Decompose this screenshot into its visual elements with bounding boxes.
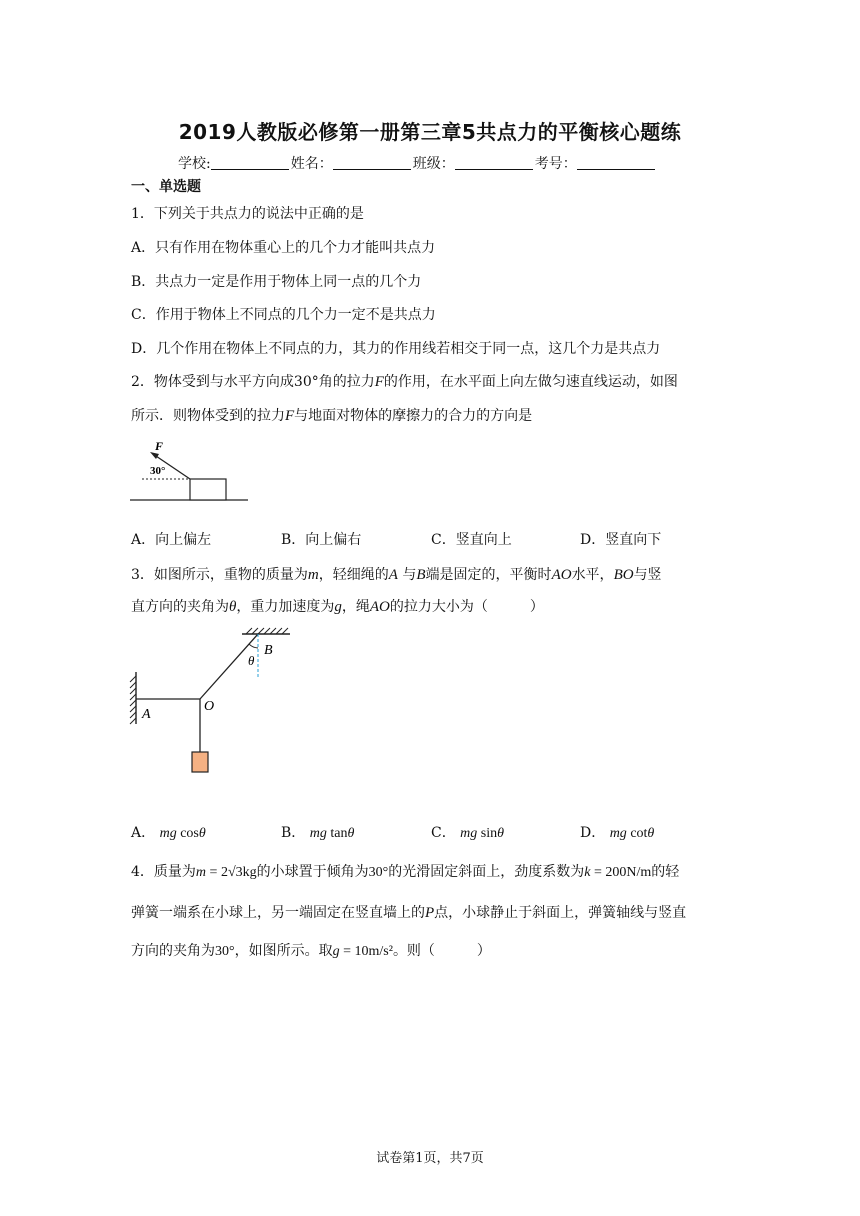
- q3-option-c: [431, 822, 504, 842]
- q3-var-theta: θ: [229, 599, 237, 615]
- q2-option-c: C．竖直向上: [431, 532, 512, 548]
- q4-var-g: g: [332, 944, 340, 959]
- label-b: B: [264, 643, 273, 658]
- q4-text: 的小球置于倾角为: [256, 864, 369, 880]
- angle-arc: [249, 644, 258, 648]
- weight: [192, 752, 208, 772]
- q3-option-b: [281, 822, 354, 842]
- q4-k-value: = 200N/m: [590, 865, 652, 880]
- q2-option-b: B．向上偏右: [281, 532, 362, 548]
- q2-option-a: A．向上偏左: [131, 532, 212, 548]
- wall-hatch: [130, 676, 136, 724]
- q3-var-m: m: [307, 567, 319, 583]
- block: [190, 479, 226, 500]
- option-letter: A．: [131, 825, 156, 841]
- q2-var-f: F: [374, 374, 384, 390]
- page-title: 2019人教版必修第一册第三章5共点力的平衡核心题练: [178, 120, 682, 144]
- class-label: 班级：: [412, 156, 455, 172]
- student-info: [178, 153, 657, 173]
- name-label: 姓名：: [290, 156, 333, 172]
- q4-text: ，如图所示。取: [234, 943, 333, 959]
- q4-text: 4．质量为: [131, 864, 196, 880]
- q4-angle: 30°: [215, 944, 235, 959]
- q3-text: ，轻细绳的: [318, 567, 389, 583]
- q3-text: ，绳: [341, 599, 370, 615]
- class-blank[interactable]: [455, 155, 533, 170]
- math-var: mg: [309, 826, 327, 841]
- q2-stem-line1: [131, 371, 678, 391]
- q3-option-a: [131, 822, 206, 842]
- label-o: O: [204, 699, 215, 714]
- force-label: F: [155, 439, 164, 453]
- q3-text: 与竖: [633, 567, 662, 583]
- q3-text: 与: [397, 567, 417, 583]
- angle-label: 30°: [150, 465, 166, 477]
- math-theta: θ: [647, 826, 655, 841]
- math-theta: θ: [347, 826, 355, 841]
- q4-stem-line3: [131, 940, 491, 960]
- q3-text: 3．如图所示，重物的质量为: [131, 567, 308, 583]
- math-theta: θ: [497, 826, 505, 841]
- q3-var-g: g: [334, 599, 342, 615]
- q3-var-ao: AO: [551, 567, 572, 583]
- q3-text: ，重力加速度为: [236, 599, 335, 615]
- q3-var-b: B: [416, 567, 426, 583]
- q2-text: 2．物体受到与水平方向成30°角的拉力: [131, 374, 375, 390]
- q4-text: 方向的夹角为: [131, 943, 215, 959]
- exam-no-blank[interactable]: [577, 155, 655, 170]
- q4-text: 的轻: [651, 864, 680, 880]
- math-func: cot: [630, 826, 648, 841]
- q4-text: 点，小球静止于斜面上，弹簧轴线与竖直: [434, 905, 687, 921]
- arrow-head: [150, 452, 159, 459]
- school-blank[interactable]: [211, 155, 289, 170]
- q3-var-bo: BO: [613, 567, 634, 583]
- q4-g-value: = 10m/s²: [339, 944, 393, 959]
- q4-mass-value: = 2√3kg: [206, 865, 257, 880]
- q1-option-b: B．共点力一定是作用于物体上同一点的几个力: [131, 274, 422, 290]
- q2-text: 与地面对物体的摩擦力的合力的方向是: [294, 408, 533, 424]
- q4-stem-line2: [131, 902, 686, 922]
- q2-option-d: D．竖直向下: [580, 532, 662, 548]
- q4-angle: 30°: [368, 865, 389, 880]
- page-footer: 试卷第1页，共7页: [376, 1151, 484, 1166]
- math-func: tan: [330, 826, 348, 841]
- q3-stem-line2: [131, 596, 544, 616]
- q3-option-d: [580, 822, 654, 842]
- q4-var-m: m: [195, 865, 207, 880]
- name-blank[interactable]: [333, 155, 411, 170]
- math-theta: θ: [198, 826, 206, 841]
- q3-text: 端是固定的，平衡时: [425, 567, 552, 583]
- q3-text: 的拉力大小为（ ）: [389, 599, 544, 615]
- q2-stem-line2: [131, 405, 532, 425]
- q2-var-f: F: [285, 408, 295, 424]
- q3-text: 直方向的夹角为: [131, 599, 229, 615]
- option-letter: C．: [431, 825, 456, 841]
- q2-text: 所示．则物体受到的拉力: [131, 408, 285, 424]
- q1-option-d: D．几个作用在物体上不同点的力，其力的作用线若相交于同一点，这几个力是共点力: [131, 341, 661, 357]
- section-title: 一、单选题: [131, 179, 201, 195]
- q3-stem-line1: [131, 564, 662, 584]
- q4-var-k: k: [584, 865, 591, 880]
- math-var: mg: [609, 826, 627, 841]
- q1-option-a: A．只有作用在物体重心上的几个力才能叫共点力: [131, 240, 436, 256]
- math-func: sin: [480, 826, 498, 841]
- q2-figure: [128, 436, 252, 502]
- q3-var-ao: AO: [369, 599, 390, 615]
- math-func: cos: [180, 826, 199, 841]
- q2-text: 的作用，在水平面上向左做匀速直线运动，如图: [383, 374, 678, 390]
- option-letter: D．: [580, 825, 606, 841]
- q4-text: 。则（ ）: [392, 943, 491, 959]
- q4-text: 的光滑固定斜面上，劲度系数为: [388, 864, 585, 880]
- ceiling-hatch: [246, 628, 288, 634]
- label-theta: θ: [248, 653, 255, 668]
- q1-option-c: C．作用于物体上不同点的几个力一定不是共点力: [131, 307, 436, 323]
- q1-stem: 1．下列关于共点力的说法中正确的是: [131, 206, 364, 222]
- label-a: A: [142, 707, 151, 722]
- q4-var-p: P: [425, 905, 435, 921]
- q3-figure: [122, 624, 302, 780]
- math-var: mg: [460, 826, 478, 841]
- exam-no-label: 考号：: [534, 156, 577, 172]
- option-letter: B．: [281, 825, 306, 841]
- q4-text: 弹簧一端系在小球上，另一端固定在竖直墙上的: [131, 905, 425, 921]
- q3-text: 水平，: [571, 567, 614, 583]
- math-var: mg: [159, 826, 177, 841]
- q3-var-a: A: [388, 567, 398, 583]
- school-label: 学校:: [178, 156, 211, 172]
- q4-stem-line1: [131, 861, 679, 881]
